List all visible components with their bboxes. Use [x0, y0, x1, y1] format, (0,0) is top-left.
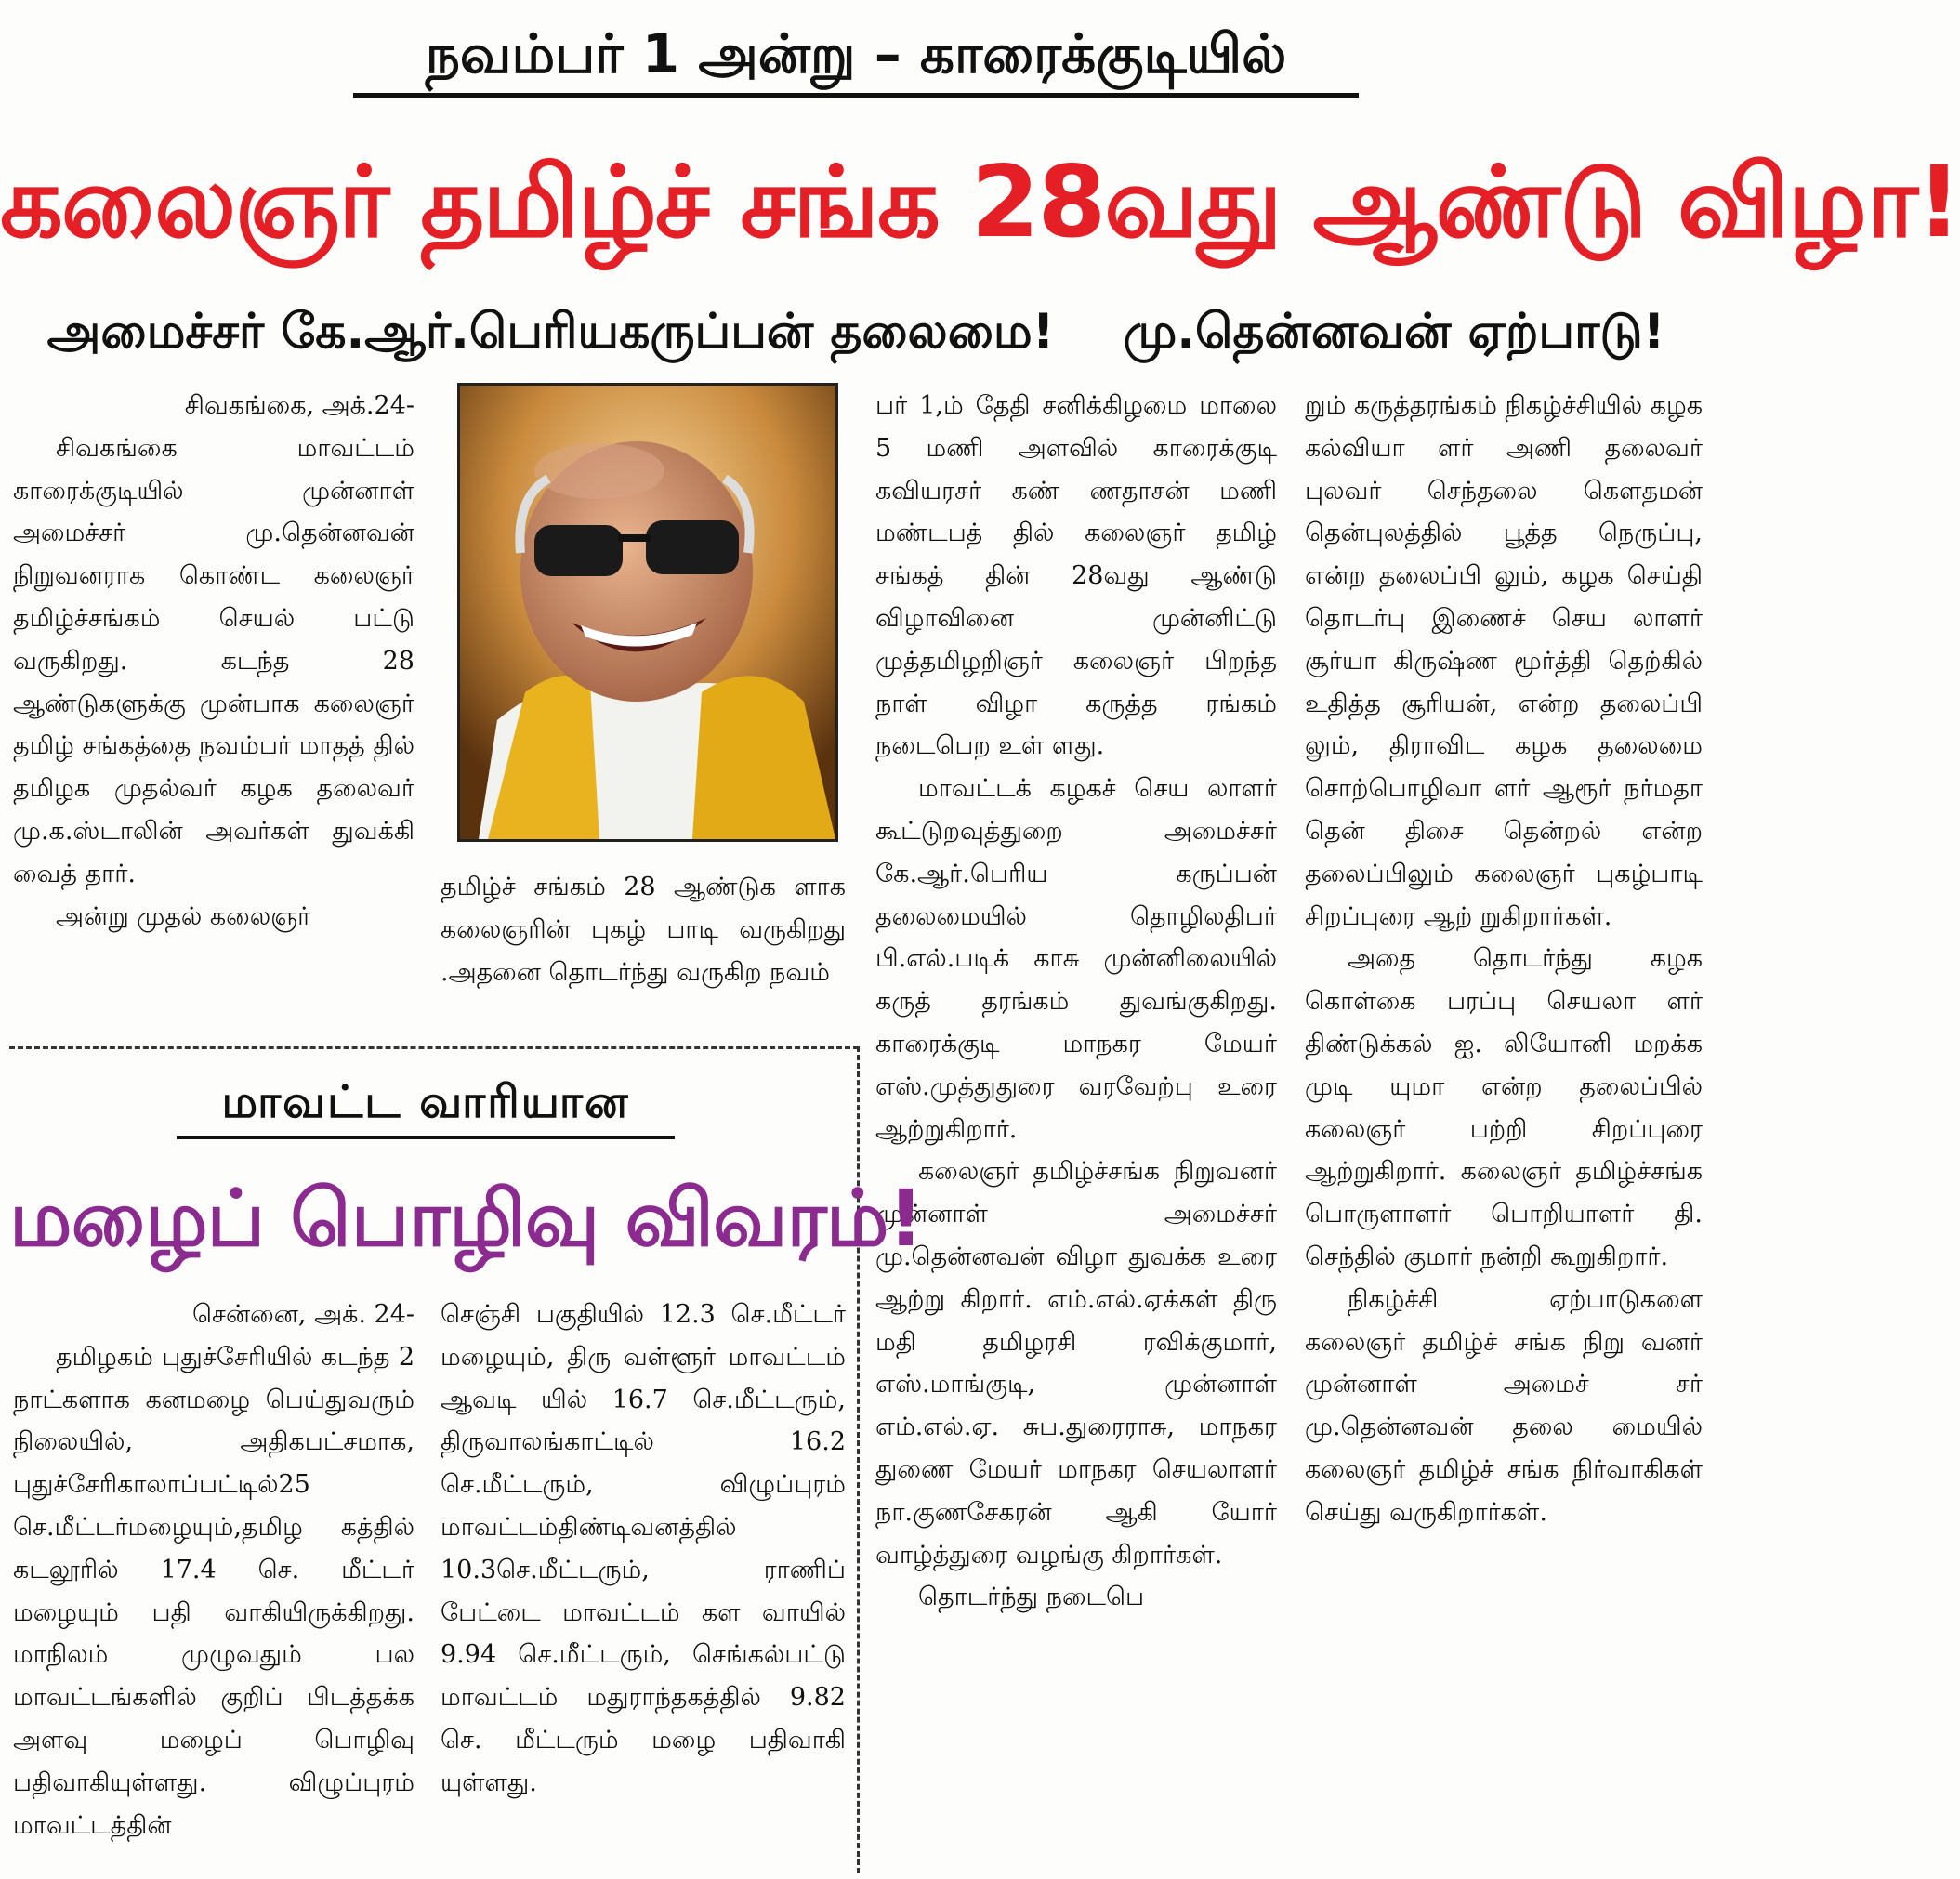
article1-paragraph: தமிழ்ச் சங்கம் 28 ஆண்டுக ளாக கலைஞரின் புகழ் பாடி வருகிறது .அதனை தொடர்ந்து வருகிற நவம் [441, 873, 846, 987]
article2-column-2 [441, 1294, 846, 1877]
subhead-left: அமைச்சர் கே.ஆர்.பெரியகருப்பன் தலைமை! [46, 304, 1055, 360]
article1-column-3 [875, 385, 1277, 1877]
article1-paragraph: கலைஞர் தமிழ்ச்சங்க நிறுவனர் முன்னாள் அமைச்சர் மு.தென்னவன் விழா துவக்க உரை ஆற்று கிறார். எம்.எல்.ஏக்கள் திரு மதி தமிழரசி ரவிக்குமார், எஸ்.மாங்குடி, முன்னாள் எம்.எல்.ஏ. சுப.துரைராசு, மாநகர துணை மேயர் மாநகர செயலாளர் நா.குணசேகரன் ஆகி யோர் வாழ்த்துரை வழங்கு கிறார்கள். [875, 1157, 1277, 1570]
article1-paragraph: பர் 1,ம் தேதி சனிக்கிழமை மாலை 5 மணி அளவில் காரைக்குடி கவியரசர் கண் ணதாசன் மணி மண்டபத் தில் கலைஞர் தமிழ் சங்கத் தின் 28வது ஆண்டு விழாவினை முன்னிட்டு முத்தமிழறிஞர் கலைஞர் பிறந்த நாள் விழா கருத்த ரங்கம் நடைபெற உள் ளது. [875, 391, 1277, 761]
top-kicker: நவம்பர் 1 அன்று – காரைக்குடியில் [353, 17, 1359, 98]
rain-headline: மழைப் பொழிவு விவரம்! [9, 1173, 923, 1264]
article1-paragraph: நிகழ்ச்சி ஏற்பாடுகளை கலைஞர் தமிழ்ச் சங்க நிறு வனர் முன்னாள் அமைச் சர் மு.தென்னவன் தலை மையில் கலைஞர் தமிழ்ச் சங்க நிர்வாகிகள் செய்து வருகிறார்கள். [1305, 1284, 1703, 1527]
article1-paragraph: தொடர்ந்து நடைபெ [918, 1583, 1145, 1612]
subheadline [0, 297, 1712, 366]
article1-dateline: சிவகங்கை, அக்.24- [184, 391, 414, 420]
rain-kicker: மாவட்ட வாரியான [177, 1069, 675, 1139]
article1-paragraph: சிவகங்கை மாவட்டம் காரைக்குடியில் முன்னாள் அமைச்சர் மு.தென்னவன் நிறுவனராக கொண்ட கலைஞர் தமிழ்ச்சங்கம் செயல் பட்டு வருகிறது. கடந்த 28 ஆண்டுகளுக்கு முன்பாக கலைஞர் தமிழ் சங்கத்தை நவம்பர் மாதத் தில் தமிழக முதல்வர் கழக தலைவர் மு.க.ஸ்டாலின் அவர்கள் துவக்கி வைத் தார். [13, 433, 414, 888]
subhead-right: மு.தென்னவன் ஏற்பாடு! [1123, 304, 1665, 360]
article1-paragraph: றும் கருத்தரங்கம் நிகழ்ச்சியில் கழக கல்வியா ளர் அணி தலைவர் புலவர் செந்தலை கௌதமன் தென்புலத்தில் பூத்த நெருப்பு, என்ற தலைப்பி லும், கழக செய்தி தொடர்பு இணைச் செய லாளர் சூர்யா கிருஷ்ண மூர்த்தி தெற்கில் உதித்த சூரியன், என்ற தலைப்பி லும், திராவிட கழக தலைமை சொற்பொழிவா ளர் ஆரூர் நர்மதா தென் திசை தென்றல் என்ற தலைப்பிலும் கலைஞர் புகழ்பாடி சிறப்புரை ஆற் றுகிறார்கள். [1305, 391, 1703, 931]
article1-paragraph: மாவட்டக் கழகச் செய லாளர் கூட்டுறவுத்துறை அமைச்சர் கே.ஆர்.பெரிய கருப்பன் தலைமையில் தொழிலதிபர் பி.எல்.படிக் காசு முன்னிலையில் கருத் தரங்கம் துவங்குகிறது. காரைக்குடி மாநகர மேயர் எஸ்.முத்துதுரை வரவேற்பு உரை ஆற்றுகிறார். [875, 774, 1277, 1144]
portrait-illustration [460, 386, 835, 839]
article2-dateline: சென்னை, அக். 24- [192, 1300, 414, 1329]
article1-column-2 [441, 866, 846, 1037]
article2-column-1 [13, 1294, 414, 1877]
article1-paragraph: அன்று முதல் கலைஞர் [56, 901, 311, 931]
article1-column-4 [1305, 385, 1703, 1877]
article1-paragraph: அதை தொடர்ந்து கழக கொள்கை பரப்பு செயலா ளர் திண்டுக்கல் ஐ. லியோனி மறக்க முடி யுமா என்ற தலைப்பில் கலைஞர் பற்றி சிறப்புரை ஆற்றுகிறார். கலைஞர் தமிழ்ச்சங்க பொருளாளர் பொறியாளர் தி. செந்தில் குமார் நன்றி கூறுகிறார். [1305, 944, 1703, 1271]
portrait-photo [457, 383, 838, 842]
article2-paragraph: செஞ்சி பகுதியில் 12.3 செ.மீட்டர் மழையும், திரு வள்ளூர் மாவட்டம் ஆவடி யில் 16.7 செ.மீட்டரும், திருவாலங்காட்டில் 16.2 செ.மீட்டரும், விழுப்புரம் மாவட்டம்திண்டிவனத்தில் 10.3செ.மீட்டரும், ராணிப் பேட்டை மாவட்டம் கள வாயில் 9.94 செ.மீட்டரும், செங்கல்பட்டு மாவட்டம் மதுராந்தகத்தில் 9.82 செ. மீட்டரும் மழை பதிவாகி யுள்ளது. [441, 1300, 846, 1797]
main-headline: கலைஞர் தமிழ்ச் சங்க 28வது ஆண்டு விழா! [0, 145, 1960, 259]
article2-paragraph: தமிழகம் புதுச்சேரியில் கடந்த 2 நாட்களாக கனமழை பெய்துவரும் நிலையில், அதிகபட்சமாக, புதுச்சேரிகாலாப்பட்டில்25 செ.மீட்டர்மழையும்,தமிழ கத்தில் கடலூரில் 17.4 செ. மீட்டர் மழையும் பதி வாகியிருக்கிறது. மாநிலம் முழுவதும் பல மாவட்டங்களில் குறிப் பிடத்தக்க அளவு மழைப் பொழிவு பதிவாகியுள்ளது. விழுப்புரம் மாவட்டத்தின் [13, 1342, 414, 1840]
section-divider-vertical [857, 1046, 860, 1873]
article1-column-1 [13, 385, 414, 1035]
section-divider-horizontal [9, 1046, 859, 1049]
